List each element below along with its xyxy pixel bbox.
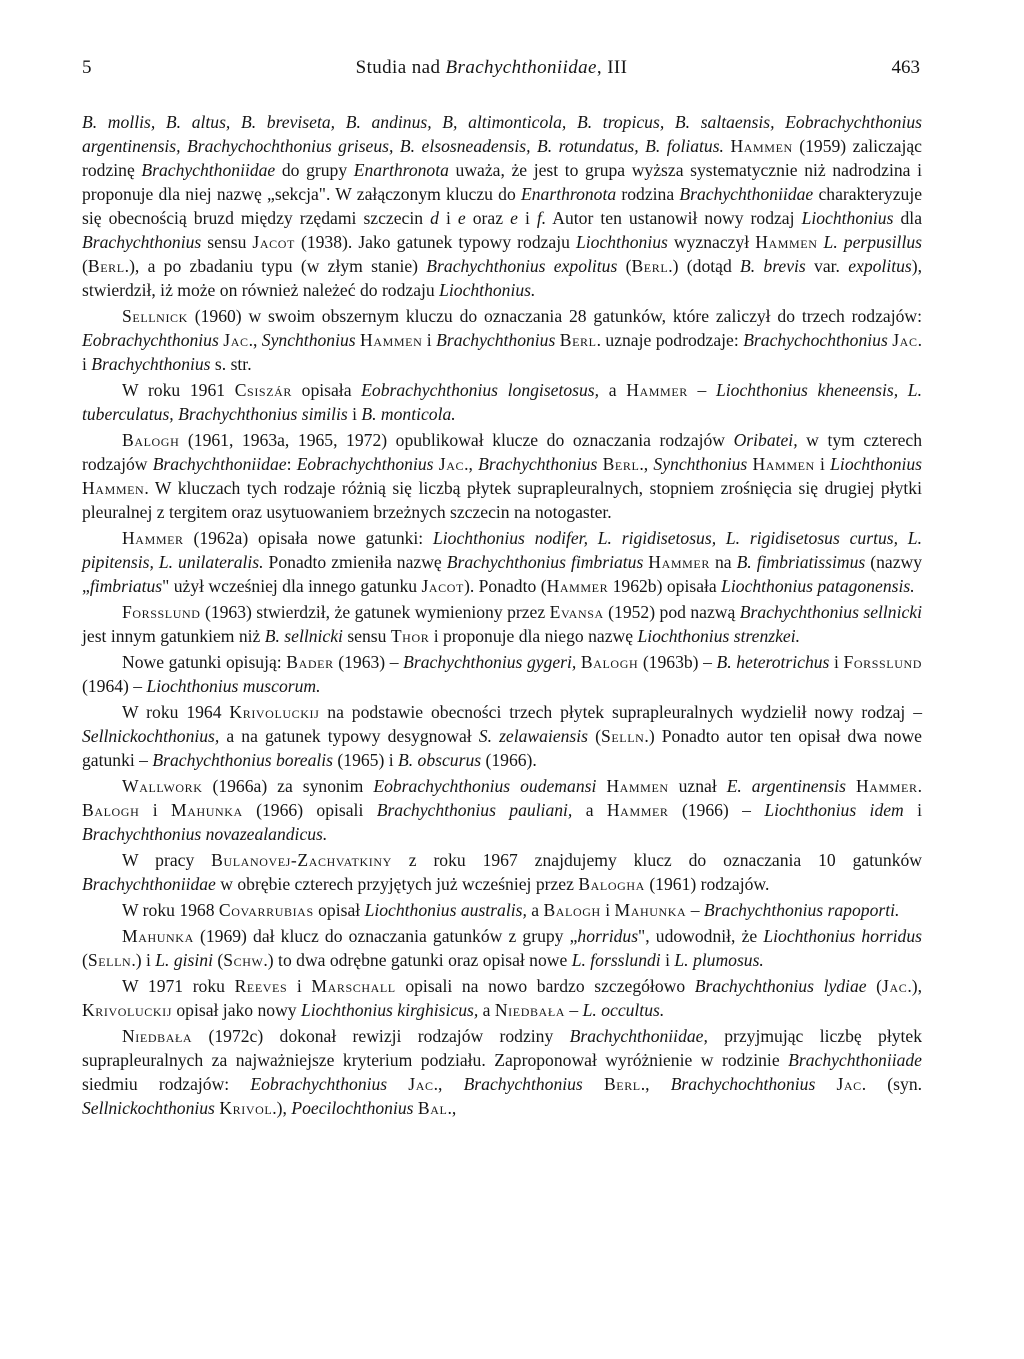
text-run: (1966). xyxy=(481,750,537,770)
italic-run: Liochthonius kirghisicus, xyxy=(301,1000,479,1020)
text-run: .), a po zbadaniu typu (w złym stanie) xyxy=(124,256,427,276)
text-run: .) (dotąd xyxy=(668,256,741,276)
paragraph xyxy=(82,428,922,524)
text-run: – xyxy=(687,380,716,400)
paragraph xyxy=(82,600,922,648)
text-run: ., xyxy=(639,454,654,474)
italic-run: Brachychthonius pauliani, xyxy=(376,800,573,820)
italic-run: fimbriatus xyxy=(89,576,163,596)
text-run: – xyxy=(565,1000,583,1020)
paragraph xyxy=(82,848,922,896)
text-run: na podstawie obecności trzech płytek suprapleuralnych wydzielił nowy rodzaj – xyxy=(319,702,923,722)
author-name: Hammen xyxy=(730,136,793,156)
italic-run: Poecilochthonius xyxy=(291,1098,414,1118)
author-name: Wallwork xyxy=(122,776,203,796)
author-name: Bulanovej-Zachvatkiny xyxy=(211,850,392,870)
author-name: Berl xyxy=(603,1074,641,1094)
author-name: Thor xyxy=(390,626,430,646)
paragraph xyxy=(82,304,922,376)
italic-run: Liochthonius kheneensis, L. tuberculatus, Brachychthonius similis xyxy=(82,380,922,424)
text-run: oraz xyxy=(465,208,511,228)
running-title-suffix: , III xyxy=(596,57,628,78)
author-name: Jac xyxy=(836,1074,862,1094)
text-run: opisał jako nowy xyxy=(171,1000,301,1020)
text-run: ( xyxy=(82,950,88,970)
italic-run: Liochthonius xyxy=(830,454,923,474)
author-name: Jacot xyxy=(421,576,464,596)
author-name: Hammen xyxy=(360,330,423,350)
text-run: ( xyxy=(866,976,883,996)
italic-run: B. mollis, B. altus, B. breviseta, B. andinus, B, altimonticola, B. tropicus, B. saltaensis, Eobrachychthonius argentinensis, Brachychochthonius griseus, B. elsosneadensis, B. rotundatus, B. foliatus. xyxy=(82,112,922,156)
text-run xyxy=(815,1074,836,1094)
text-run: ., xyxy=(248,330,262,350)
text-run: (1960) w swoim obszernym kluczu do oznaczania 28 gatunków, które zaliczył do trzech rodzajów: xyxy=(187,306,922,326)
text-run: (1966) – xyxy=(668,800,765,820)
author-name: Mahunka xyxy=(170,800,243,820)
text-run: i xyxy=(347,404,362,424)
italic-run: L. forsslundi xyxy=(571,950,661,970)
running-title-prefix: Studia nad xyxy=(355,57,446,78)
paragraph xyxy=(82,1024,922,1120)
author-name: Hammen xyxy=(752,454,815,474)
italic-run: L. occultus. xyxy=(582,1000,665,1020)
text-run: a xyxy=(526,900,544,920)
author-name: Jac xyxy=(223,330,249,350)
author-name: Mahunka xyxy=(122,926,194,946)
italic-run: Liochthonius horridus xyxy=(763,926,922,946)
page-body xyxy=(82,56,922,1122)
paragraph xyxy=(82,974,922,1022)
italic-run: Brachychochthonius xyxy=(743,330,888,350)
text-run: uważa, że jest to grupa wyższa systematycznie niż nadrodzina i proponuje dla niej nazwę „sekcja". W załączonym kluczu do xyxy=(82,160,922,204)
author-name: Marschall xyxy=(311,976,396,996)
text-run: sensu xyxy=(342,626,391,646)
running-title-italic: Brachychthoniidae xyxy=(445,57,597,78)
author-name: Berl xyxy=(559,330,597,350)
italic-run: e xyxy=(510,208,518,228)
text-run: ., xyxy=(433,1074,464,1094)
text-run: (1969) dał klucz do oznaczania gatunków z grupy „ xyxy=(193,926,578,946)
paragraph xyxy=(82,700,922,772)
italic-run: Liochthonius idem xyxy=(764,800,904,820)
italic-run: Brachychthonius xyxy=(478,454,598,474)
author-name: Berl xyxy=(87,256,125,276)
paragraph xyxy=(82,924,922,972)
italic-run: B. fimbriatissimus xyxy=(736,552,866,572)
text-run: i xyxy=(139,800,171,820)
italic-run: Brachychthonius expolitus xyxy=(426,256,618,276)
text-run: (1972c) dokonał rewizji rodzajów rodziny xyxy=(192,1026,570,1046)
header-left-number: 5 xyxy=(82,57,92,78)
text-run: opisała xyxy=(292,380,362,400)
text-run: i xyxy=(517,208,537,228)
text-run: a xyxy=(599,380,627,400)
author-name: Krivoluckij xyxy=(82,1000,172,1020)
text-run: (1965) i xyxy=(333,750,399,770)
text-run: (1963) stwierdził, że gatunek wymieniony przez xyxy=(200,602,550,622)
text-run: ., xyxy=(447,1098,457,1118)
text-run: i xyxy=(660,950,675,970)
italic-run: Brachychthonius gygeri, xyxy=(403,652,577,672)
text-run: dla xyxy=(893,208,922,228)
italic-run: Liochthonius nodifer, L. rigidisetosus, L. rigidisetosus curtus, L. pipitensis, L. unilateralis. xyxy=(82,528,922,572)
text-run: W roku 1964 xyxy=(122,702,230,722)
text-run: : xyxy=(286,454,297,474)
italic-run: Enarthronota xyxy=(353,160,449,180)
text-run: (1963b) – xyxy=(638,652,717,672)
italic-run: Brachychthonius fimbriatus xyxy=(446,552,644,572)
text-run: .) Ponadto autor ten opisał dwa nowe gatunki – xyxy=(82,726,922,770)
text-run: ", udowodnił, że xyxy=(638,926,764,946)
text-run: charakteryzuje się obecnością bruzd między rzędami szczecin xyxy=(82,184,923,228)
italic-run: L. perpusillus xyxy=(823,232,922,252)
text-run: a xyxy=(572,800,607,820)
italic-run: S. zelawaiensis xyxy=(478,726,589,746)
author-name: Csiszár xyxy=(234,380,292,400)
text-run: W pracy xyxy=(122,850,212,870)
paragraph xyxy=(82,526,922,598)
italic-run: Sellnickochthonius xyxy=(82,1098,215,1118)
author-name: Berl xyxy=(602,454,640,474)
text-run: .) i xyxy=(131,950,156,970)
text-run: var. xyxy=(805,256,849,276)
author-name: Hammer xyxy=(626,380,688,400)
italic-run: Brachychthonius xyxy=(436,330,556,350)
author-name: Jac xyxy=(438,454,465,474)
italic-run: B. obscurus xyxy=(398,750,482,770)
text-run: W roku 1961 xyxy=(122,380,235,400)
author-name: Reeves xyxy=(234,976,288,996)
author-name: Balogh xyxy=(122,430,180,450)
text-run: przyjmując liczbę płytek suprapleuralnych za najważniejsze kryterium podziału. Zaproponował wyróżnienie w rodzinie xyxy=(82,1026,922,1070)
paragraph xyxy=(82,378,922,426)
text-run: rodzina xyxy=(616,184,680,204)
italic-run: Sellnickochthonius, xyxy=(82,726,220,746)
italic-run: Eobrachychthonius xyxy=(296,454,434,474)
italic-run: Brachychthoniidae xyxy=(152,454,287,474)
text-run: (1961) rodzajów. xyxy=(644,874,770,894)
italic-run: Brachychthonius xyxy=(463,1074,583,1094)
text-run: ( xyxy=(82,256,88,276)
italic-run: L. gisini xyxy=(155,950,213,970)
author-name: Balogha xyxy=(578,874,645,894)
text-run: ., xyxy=(464,454,479,474)
italic-run: Liochthonius. xyxy=(439,280,536,300)
text-run: (1964) – xyxy=(82,676,147,696)
author-name: Bal xyxy=(417,1098,448,1118)
author-name: Niedbała xyxy=(494,1000,566,1020)
text-run: wyznaczył xyxy=(667,232,756,252)
text-run: i xyxy=(287,976,312,996)
text-run xyxy=(846,776,856,796)
text-run: (1966a) za synonim xyxy=(202,776,374,796)
author-name: Covarrubias xyxy=(218,900,314,920)
text-run: a xyxy=(478,1000,495,1020)
author-name: Sellnick xyxy=(122,306,188,326)
author-name: Forsslund xyxy=(122,602,201,622)
author-name: Niedbała xyxy=(122,1026,193,1046)
italic-run: E. argentinensis xyxy=(726,776,846,796)
text-run: (1966) opisali xyxy=(242,800,377,820)
italic-run: horridus xyxy=(577,926,639,946)
author-name: Hammer xyxy=(546,576,609,596)
text-run xyxy=(583,1074,604,1094)
italic-run: Brachychthoniidae xyxy=(141,160,276,180)
text-run: .) to dwa odrębne gatunki oraz opisał nowe xyxy=(263,950,572,970)
text-run: (1938). Jako gatunek typowy rodzaju xyxy=(294,232,576,252)
text-run: – xyxy=(686,900,704,920)
author-name: Hammer xyxy=(855,776,918,796)
author-name: Hammer xyxy=(122,528,184,548)
paragraph xyxy=(82,110,922,302)
text-run: (1963) – xyxy=(333,652,404,672)
running-header xyxy=(82,56,922,80)
author-name: Hammen xyxy=(82,478,145,498)
author-name: Evansa xyxy=(549,602,604,622)
text-run: na xyxy=(709,552,737,572)
italic-run: Liochthonius muscorum. xyxy=(146,676,321,696)
text-run: ( xyxy=(617,256,632,276)
author-name: Krivoluckij xyxy=(229,702,320,722)
author-name: Hammen xyxy=(755,232,818,252)
author-name: Hammer xyxy=(648,552,710,572)
author-name: Hammer xyxy=(606,800,669,820)
page-number: 463 xyxy=(891,57,920,78)
text-run: W roku 1968 xyxy=(122,900,219,920)
italic-run: Brachychthonius rapoporti. xyxy=(703,900,900,920)
author-name: Balogh xyxy=(82,800,140,820)
author-name: Jac xyxy=(408,1074,434,1094)
text-run: jest innym gatunkiem niż xyxy=(82,626,265,646)
author-name: Selln xyxy=(600,726,645,746)
italic-run: expolitus xyxy=(848,256,912,276)
text-run: 1962b) opisała xyxy=(608,576,722,596)
text-run: ( xyxy=(212,950,224,970)
italic-run: Brachychthoniidae xyxy=(679,184,814,204)
text-run: siedmiu rodzajów: xyxy=(82,1074,251,1094)
italic-run: Brachychthoniidae xyxy=(82,874,216,894)
text-run: w obrębie czterech przyjętych już wcześniej przez xyxy=(215,874,579,894)
paragraph xyxy=(82,898,922,922)
author-name: Selln xyxy=(87,950,132,970)
text-run: i xyxy=(829,652,844,672)
text-run: ). Ponadto ( xyxy=(463,576,547,596)
text-run: i xyxy=(814,454,831,474)
text-run: " użył wcześniej dla innego gatunku xyxy=(162,576,422,596)
text-run: ( xyxy=(588,726,601,746)
text-run: opisał xyxy=(313,900,365,920)
author-name: Berl xyxy=(631,256,669,276)
author-name: Mahunka xyxy=(614,900,687,920)
text-run: s. str. xyxy=(210,354,252,374)
author-name: Hammen xyxy=(606,776,669,796)
text-run: (nazwy „ xyxy=(82,552,923,596)
text-run: Nowe gatunki opisują: xyxy=(122,652,287,672)
italic-run: Liochthonius strenzkei. xyxy=(637,626,801,646)
author-name: Balogh xyxy=(543,900,601,920)
text-run: i xyxy=(438,208,458,228)
text-run: z roku 1967 znajdujemy klucz do oznaczania 10 gatunków xyxy=(391,850,922,870)
text-run: i xyxy=(600,900,615,920)
text-run: . (syn. xyxy=(861,1074,923,1094)
italic-run: Liochthonius xyxy=(801,208,894,228)
author-name: Bader xyxy=(286,652,334,672)
italic-run: Brachychthoniiade xyxy=(788,1050,922,1070)
author-name: Jac xyxy=(882,976,908,996)
italic-run: B. monticola. xyxy=(361,404,456,424)
text-run: do grupy xyxy=(275,160,354,180)
text-run: opisali na nowo bardzo szczegółowo xyxy=(395,976,695,996)
paragraph xyxy=(82,650,922,698)
text-run: Ponadto zmieniła nazwę xyxy=(263,552,447,572)
italic-run: Brachychthonius novazealandicus. xyxy=(82,824,328,844)
italic-run: Eobrachychthonius oudemansi xyxy=(373,776,597,796)
italic-run: Enarthronota xyxy=(521,184,617,204)
text-run: (1952) pod nazwą xyxy=(603,602,740,622)
italic-run: Eobrachychthonius longisetosus, xyxy=(361,380,600,400)
author-name: Jacot xyxy=(252,232,295,252)
italic-run: B. sellnicki xyxy=(264,626,343,646)
italic-run: Liochthonius australis, xyxy=(364,900,527,920)
text-run: Autor ten ustanowił nowy rodzaj xyxy=(546,208,802,228)
text-run xyxy=(596,776,606,796)
author-name: Krivol xyxy=(219,1098,273,1118)
author-name: Balogh xyxy=(580,652,639,672)
text-run: .), xyxy=(907,976,923,996)
text-run: .), xyxy=(272,1098,292,1118)
italic-run: Brachychthonius borealis xyxy=(152,750,334,770)
text-run: . i xyxy=(82,330,922,374)
text-run: (1961, 1963a, 1965, 1972) opublikował klucze do oznaczania rodzajów xyxy=(179,430,734,450)
italic-run: Oribatei, xyxy=(733,430,798,450)
italic-run: d xyxy=(430,208,439,228)
italic-run: e xyxy=(457,208,466,228)
italic-run: Liochthonius patagonensis. xyxy=(721,576,915,596)
text-run: W 1971 roku xyxy=(122,976,235,996)
italic-run: Eobrachychthonius xyxy=(82,330,219,350)
text-run: . uznaje podrodzaje: xyxy=(596,330,744,350)
text-run: (1962a) opisała nowe gatunki: xyxy=(183,528,433,548)
italic-run: Brachychthonius sellnicki xyxy=(739,602,922,622)
author-name: Schw xyxy=(223,950,264,970)
text-run: ), stwierdził, iż może on również należeć do rodzaju xyxy=(82,256,923,300)
italic-run: Brachychthoniidae, xyxy=(569,1026,708,1046)
italic-run: Synchthonius xyxy=(653,454,748,474)
italic-run: Brachychochthonius xyxy=(670,1074,816,1094)
text-run xyxy=(387,1074,408,1094)
text-run: . xyxy=(917,776,922,796)
italic-run: L. plumosus. xyxy=(674,950,764,970)
italic-run: Brachychthonius xyxy=(91,354,211,374)
italic-run: f. xyxy=(536,208,547,228)
text-run: i proponuje dla niego nazwę xyxy=(429,626,638,646)
text-run: sensu xyxy=(201,232,253,252)
text-run: w tym czterech rodzajów xyxy=(82,430,922,474)
text-run: a na gatunek typowy desygnował xyxy=(219,726,479,746)
italic-run: Synchthonius xyxy=(261,330,356,350)
text-run: i xyxy=(422,330,437,350)
italic-run: Liochthonius xyxy=(575,232,668,252)
text-run: i xyxy=(903,800,923,820)
text-run: . W kluczach tych rodzaje różnią się liczbą płytek suprapleuralnych, stopniem zrośnięcia się drugiej płytki pleuralnej z tergitem oraz usytuowaniem brzeżnych szczecin na notogaster. xyxy=(82,478,922,522)
author-name: Jac xyxy=(892,330,918,350)
text-run: uznał xyxy=(668,776,727,796)
italic-run: Brachychthonius lydiae xyxy=(694,976,867,996)
text-run: (1959) zaliczając rodzinę xyxy=(82,136,922,180)
italic-run: Brachychthonius xyxy=(82,232,202,252)
author-name: Forsslund xyxy=(843,652,922,672)
italic-run: Eobrachychthonius xyxy=(250,1074,388,1094)
italic-run: B. heterotrichus xyxy=(716,652,830,672)
text-run: ., xyxy=(640,1074,671,1094)
running-title xyxy=(356,56,628,80)
text-body xyxy=(82,110,922,1120)
paragraph xyxy=(82,774,922,846)
italic-run: B. brevis xyxy=(740,256,806,276)
